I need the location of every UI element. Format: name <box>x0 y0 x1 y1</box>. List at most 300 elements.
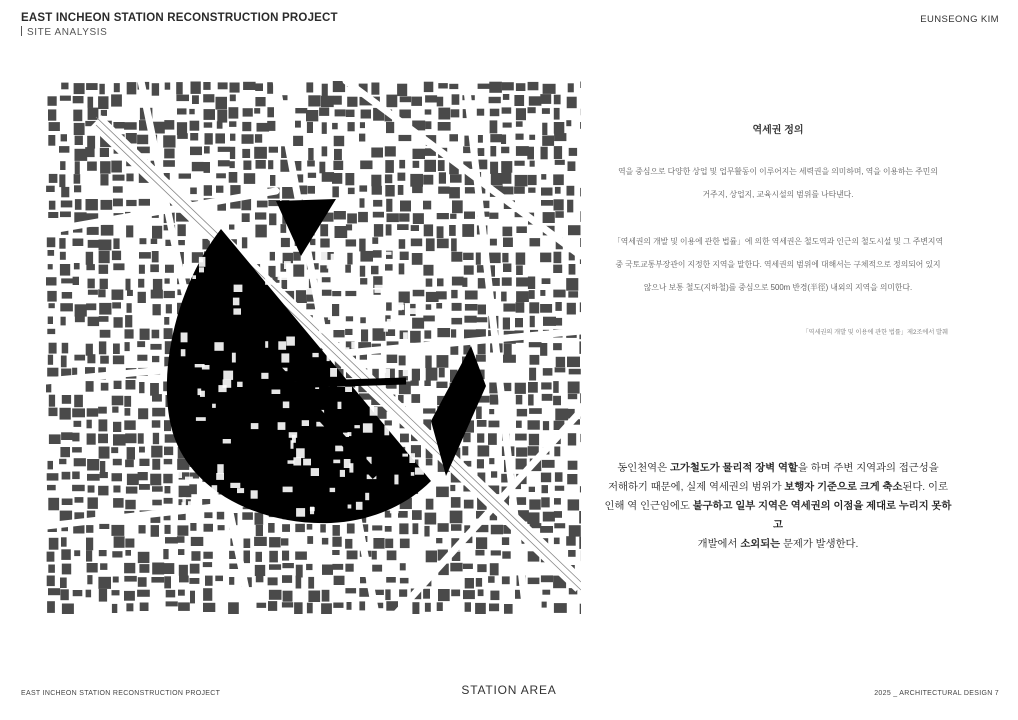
building-block <box>580 211 581 222</box>
building-block <box>151 446 162 458</box>
building-block <box>166 304 172 313</box>
building-block <box>424 160 436 172</box>
building-block <box>347 97 357 107</box>
building-block <box>452 277 464 286</box>
building-block <box>502 576 510 584</box>
building-block <box>450 174 462 182</box>
building-block <box>516 108 526 120</box>
building-block <box>176 95 189 102</box>
building-block <box>307 161 315 167</box>
building-block <box>61 134 67 141</box>
building-block <box>229 577 234 585</box>
building-block <box>371 175 381 187</box>
lot-void <box>344 459 351 468</box>
building-block <box>438 108 450 120</box>
building-block <box>140 329 150 340</box>
building-block <box>541 174 546 180</box>
lot-void <box>402 454 408 457</box>
building-block <box>190 121 200 131</box>
building-block <box>425 513 437 525</box>
building-block <box>269 147 278 153</box>
building-block <box>580 122 581 129</box>
building-block <box>306 82 313 92</box>
building-block <box>126 279 131 291</box>
building-block <box>61 187 69 197</box>
building-block <box>347 253 352 265</box>
lot-void <box>363 423 373 432</box>
building-block <box>150 383 159 396</box>
building-block <box>48 250 55 256</box>
building-block <box>540 94 551 104</box>
building-block <box>86 83 98 90</box>
building-block <box>62 564 71 575</box>
building-block <box>100 563 107 570</box>
building-block <box>48 96 57 106</box>
building-block <box>465 304 478 311</box>
lot-void <box>384 325 388 332</box>
lot-void <box>327 354 330 361</box>
building-block <box>569 525 581 536</box>
building-block <box>98 486 108 496</box>
building-block <box>86 344 93 356</box>
building-block <box>478 135 483 143</box>
building-block <box>307 122 313 133</box>
lot-void <box>278 341 286 350</box>
building-block <box>49 303 55 308</box>
building-block <box>74 458 86 466</box>
building-block <box>111 447 118 453</box>
building-block <box>345 291 356 296</box>
station-street <box>251 381 406 386</box>
building-block <box>60 252 66 260</box>
building-block <box>113 422 121 432</box>
building-block <box>152 486 163 492</box>
building-block <box>61 356 67 368</box>
building-block <box>332 537 341 547</box>
lot-void <box>233 308 241 314</box>
building-block <box>371 266 379 275</box>
building-block <box>516 83 526 91</box>
building-block <box>269 564 281 570</box>
building-block <box>580 82 581 89</box>
building-block <box>61 83 68 90</box>
building-block <box>256 525 263 536</box>
building-block <box>580 434 581 442</box>
building-block <box>542 136 554 146</box>
building-block <box>113 577 119 583</box>
building-block <box>567 474 577 484</box>
building-block <box>423 175 433 185</box>
building-block <box>504 344 512 356</box>
building-block <box>478 589 484 596</box>
building-block <box>516 265 523 275</box>
building-block <box>256 160 266 169</box>
building-block <box>554 498 561 505</box>
building-block <box>139 199 150 206</box>
building-block <box>567 186 575 196</box>
building-block <box>413 149 426 159</box>
building-block <box>543 368 553 376</box>
building-block <box>203 94 214 102</box>
building-block <box>88 290 98 295</box>
building-block <box>516 134 524 140</box>
building-block <box>360 251 373 262</box>
building-block <box>60 447 70 457</box>
building-block <box>516 447 527 456</box>
building-block <box>242 122 251 131</box>
building-block <box>61 278 73 283</box>
building-block <box>359 185 367 191</box>
building-block <box>410 381 418 386</box>
building-block <box>87 162 97 171</box>
building-block <box>426 304 432 310</box>
building-block <box>490 239 497 246</box>
building-block <box>436 538 442 543</box>
building-block <box>48 355 53 365</box>
building-block <box>126 487 137 494</box>
building-block <box>217 512 224 520</box>
building-block <box>412 186 423 193</box>
lot-void <box>214 342 223 351</box>
building-block <box>269 551 278 563</box>
building-block <box>399 135 412 141</box>
building-block <box>191 537 204 546</box>
building-block <box>204 109 216 120</box>
emphasis-span: 고가철도가 물리적 장벽 역할 <box>669 463 798 474</box>
building-block <box>47 237 56 247</box>
building-block <box>99 524 109 529</box>
building-block <box>399 263 405 274</box>
building-block <box>281 538 288 545</box>
building-block <box>140 238 147 244</box>
building-block <box>553 174 564 185</box>
building-block <box>464 265 474 274</box>
lot-void <box>328 317 334 320</box>
building-block <box>423 408 435 413</box>
building-block <box>478 148 485 156</box>
building-block <box>436 303 442 309</box>
emphasis-span: 소외되는 <box>740 539 781 550</box>
text-span: 을 하며 주변 지역과의 접근성을 <box>797 463 939 474</box>
building-block <box>230 95 236 102</box>
building-block <box>153 304 161 315</box>
building-block <box>125 539 134 548</box>
building-block <box>244 539 251 549</box>
building-block <box>74 123 85 135</box>
building-block <box>320 524 326 532</box>
building-block <box>439 172 446 183</box>
building-block <box>59 459 66 464</box>
building-block <box>386 577 396 583</box>
lot-void <box>338 402 342 409</box>
building-block <box>372 565 382 572</box>
building-block <box>438 589 450 601</box>
building-block <box>62 343 68 354</box>
building-block <box>48 317 53 325</box>
building-block <box>177 122 187 135</box>
building-block <box>164 563 175 574</box>
building-block <box>437 213 449 219</box>
building-block <box>152 394 162 402</box>
building-block <box>244 551 251 564</box>
building-block <box>62 292 72 299</box>
lot-void <box>216 473 224 480</box>
building-block <box>489 82 502 93</box>
building-block <box>62 499 73 506</box>
building-block <box>230 161 235 168</box>
building-block <box>60 303 73 311</box>
building-block <box>137 341 145 347</box>
emphasis-span: 보행자 기준으로 크게 축소 <box>784 482 903 493</box>
building-block <box>74 395 83 407</box>
building-block <box>387 551 397 561</box>
building-block <box>374 224 383 237</box>
building-block <box>100 461 105 473</box>
building-block <box>476 253 481 265</box>
building-block <box>49 122 60 131</box>
lot-void <box>284 261 291 269</box>
lot-void <box>351 342 358 349</box>
building-block <box>438 160 445 171</box>
building-block <box>543 212 555 223</box>
building-block <box>137 590 150 597</box>
building-block <box>399 110 411 119</box>
building-block <box>59 174 65 187</box>
building-block <box>554 122 565 134</box>
building-block <box>400 201 411 212</box>
building-block <box>462 446 468 455</box>
building-block <box>204 162 211 173</box>
building-block <box>74 185 81 192</box>
building-block <box>100 161 111 174</box>
building-block <box>502 551 510 558</box>
building-block <box>477 564 486 572</box>
building-block <box>438 187 450 194</box>
building-block <box>437 239 449 249</box>
building-block <box>48 212 58 218</box>
building-block <box>101 110 107 116</box>
building-block <box>516 277 528 286</box>
building-block <box>178 240 185 245</box>
building-block <box>177 133 188 139</box>
building-block <box>553 396 561 405</box>
building-block <box>254 108 260 114</box>
building-block <box>503 264 511 273</box>
building-block <box>568 161 576 171</box>
building-block <box>137 355 147 361</box>
building-block <box>413 290 425 297</box>
building-block <box>490 146 496 156</box>
building-block <box>516 302 525 313</box>
building-block <box>527 147 534 160</box>
building-block <box>113 122 124 129</box>
lot-void <box>330 488 336 492</box>
building-block <box>516 291 529 302</box>
building-block <box>411 225 419 231</box>
building-block <box>517 409 527 417</box>
building-block <box>152 356 159 362</box>
building-block <box>98 96 108 109</box>
building-block <box>371 148 383 158</box>
building-block <box>139 564 149 573</box>
lot-void <box>234 285 243 292</box>
building-block <box>333 603 343 608</box>
building-block <box>451 290 457 298</box>
building-block <box>139 265 145 274</box>
building-block <box>243 161 251 170</box>
building-block <box>426 279 433 287</box>
building-block <box>580 238 581 247</box>
building-block <box>112 407 118 413</box>
lot-void <box>233 298 240 306</box>
building-block <box>426 238 435 251</box>
building-block <box>295 121 301 128</box>
building-block <box>125 500 135 510</box>
building-block <box>478 84 490 89</box>
building-block <box>436 487 449 498</box>
lot-void <box>311 468 319 476</box>
conclusion-paragraph <box>600 459 956 554</box>
building-block <box>113 199 123 207</box>
building-block <box>62 472 71 480</box>
building-block <box>87 136 95 149</box>
building-block <box>72 485 85 491</box>
building-block <box>151 577 164 583</box>
building-block <box>541 147 548 160</box>
building-block <box>436 291 447 299</box>
building-block <box>400 578 409 584</box>
building-block <box>361 110 371 119</box>
building-block <box>332 123 338 129</box>
lot-void <box>288 460 295 464</box>
building-block <box>425 603 431 612</box>
building-block <box>270 252 275 261</box>
building-block <box>178 602 190 611</box>
building-block <box>113 186 123 192</box>
building-block <box>477 420 487 427</box>
building-block <box>114 536 125 548</box>
building-block <box>112 551 122 557</box>
building-block <box>86 264 95 270</box>
building-block <box>529 302 539 313</box>
building-block <box>501 161 512 173</box>
building-block <box>347 213 357 223</box>
building-block <box>412 602 419 614</box>
building-block <box>451 497 461 508</box>
footer-project: EAST INCHEON STATION RECONSTRUCTION PROJECT <box>21 690 221 697</box>
building-block <box>164 120 174 130</box>
footer-section-title: STATION AREA <box>461 683 557 697</box>
building-block <box>99 265 109 274</box>
building-block <box>412 510 422 520</box>
building-block <box>177 536 185 543</box>
building-block <box>410 174 423 187</box>
building-block <box>477 459 484 468</box>
building-block <box>346 239 357 246</box>
building-block <box>124 396 131 407</box>
building-block <box>218 147 230 152</box>
lot-void <box>223 439 231 444</box>
building-block <box>542 394 553 401</box>
building-block <box>112 473 123 481</box>
building-block <box>126 380 136 390</box>
building-block <box>322 277 331 282</box>
building-block <box>229 225 234 230</box>
building-block <box>476 355 486 362</box>
building-block <box>163 160 175 167</box>
building-block <box>530 238 541 246</box>
building-block <box>400 563 406 570</box>
building-block <box>320 224 328 236</box>
building-block <box>205 133 213 144</box>
building-block <box>554 538 560 545</box>
building-block <box>554 199 564 210</box>
building-block <box>504 604 513 614</box>
lot-void <box>312 353 318 357</box>
building-block <box>515 318 523 327</box>
building-block <box>101 225 114 236</box>
building-block <box>400 539 410 549</box>
building-block <box>437 278 444 286</box>
building-block <box>346 224 352 230</box>
building-block <box>529 290 535 299</box>
building-block <box>124 563 135 573</box>
building-block <box>426 499 434 510</box>
building-block <box>61 432 72 440</box>
building-block <box>244 173 255 184</box>
conclusion-line <box>600 478 956 497</box>
building-block <box>269 213 276 225</box>
building-block <box>229 121 236 127</box>
building-block <box>296 576 302 589</box>
building-block <box>47 576 55 587</box>
building-block <box>501 135 506 145</box>
building-block <box>87 408 99 416</box>
building-block <box>502 537 509 545</box>
building-block <box>203 552 212 559</box>
building-block <box>126 225 133 237</box>
building-block <box>75 199 82 210</box>
building-block <box>152 459 160 470</box>
lot-void <box>310 507 315 511</box>
building-block <box>268 577 278 585</box>
building-block <box>501 292 507 302</box>
building-block <box>449 225 456 236</box>
building-block <box>126 200 136 206</box>
building-block <box>503 318 510 330</box>
building-block <box>332 173 342 184</box>
building-block <box>321 96 334 107</box>
building-block <box>437 97 444 107</box>
building-block <box>308 173 316 178</box>
lot-void <box>375 320 384 328</box>
building-block <box>138 577 147 587</box>
building-block <box>125 433 136 443</box>
building-block <box>86 590 92 598</box>
building-block <box>465 602 471 612</box>
building-block <box>530 355 540 365</box>
building-block <box>503 304 515 312</box>
building-block <box>230 147 235 159</box>
building-block <box>529 499 540 509</box>
building-block <box>86 252 93 265</box>
building-block <box>152 330 160 339</box>
building-block <box>543 84 556 94</box>
building-block <box>553 343 562 350</box>
lot-void <box>200 391 205 397</box>
building-block <box>295 552 307 560</box>
building-block <box>385 264 393 270</box>
